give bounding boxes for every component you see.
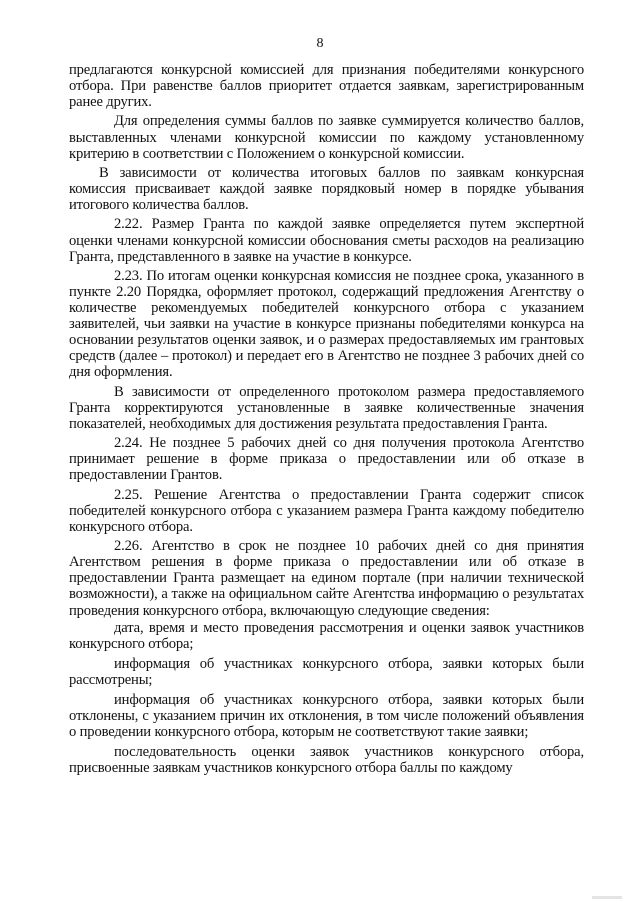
scan-artifact — [592, 896, 622, 899]
paragraph-2-23: 2.23. По итогам оценки конкурсная комиссия не позднее срока, указанного в пункте 2.20 Порядка, оформляет протокол, содержащий предложения Агентству о количестве рекомендуемых победителей конкурсного отбора с указанием заявителей, чьи заявки на участие в конкурсе признаны победителями конкурса на основании результатов оценки заявок, и о размерах предоставляемых им грантовых средств (далее – протокол) и передает его в Агентство не позднее 3 рабочих дней со дня оформления. — [69, 267, 584, 381]
list-item-evaluation-sequence: последовательность оценки заявок участников конкурсного отбора, присвоенные заявкам участников конкурсного отбора баллы по каждому — [69, 744, 584, 777]
paragraph-ranking: В зависимости от количества итоговых баллов по заявкам конкурсная комиссия присваивает каждой заявке порядковый номер в порядке убывания итогового количества баллов. — [69, 164, 584, 214]
paragraph-2-22: 2.22. Размер Гранта по каждой заявке определяется путем экспертной оценки членами конкурсной комиссии обоснования сметы расходов на реализацию Гранта, представленного в заявке на участие в конкурсе. — [69, 216, 584, 265]
paragraph-2-25: 2.25. Решение Агентства о предоставлении Гранта содержит список победителей конкурсного отбора с указанием размера Гранта каждому победителю конкурсного отбора. — [69, 486, 584, 535]
paragraph-grant-adjustment: В зависимости от определенного протоколом размера предоставляемого Гранта корректируются установленные в заявке количественные значения показателей, необходимых для достижения результата предоставления Гранта. — [69, 383, 584, 432]
document-body — [69, 62, 584, 780]
page-number: 8 — [316, 36, 324, 51]
paragraph-2-24: 2.24. Не позднее 5 рабочих дней со дня получения протокола Агентство принимает решение в форме приказа о предоставлении или об отказе в предоставлении Грантов. — [69, 435, 584, 484]
paragraph-continuation: предлагаются конкурсной комиссией для признания победителями конкурсного отбора. При равенстве баллов приоритет отдается заявкам, зарегистрированным ранее других. — [69, 62, 584, 111]
list-item-rejected-applications: информация об участниках конкурсного отбора, заявки которых были отклонены, с указанием причин их отклонения, в том числе положений объявления о проведении конкурсного отбора, которым не соответствуют такие заявки; — [69, 691, 584, 741]
paragraph-score-sum: Для определения суммы баллов по заявке суммируется количество баллов, выставленных членами конкурсной комиссии по каждому установленному критерию в соответствии с Положением о конкурсной комиссии. — [69, 113, 584, 162]
list-item-considered-applications: информация об участниках конкурсного отбора, заявки которых были рассмотрены; — [69, 655, 584, 688]
paragraph-2-26: 2.26. Агентство в срок не позднее 10 рабочих дней со дня принятия Агентством решения в форме приказа о предоставлении или об отказе в предоставлении Гранта размещает на едином портале (при наличии технической возможности), а также на официальном сайте Агентства информацию о результатах проведения конкурсного отбора, включающую следующие сведения: — [69, 538, 584, 619]
list-item-date-time-place: дата, время и место проведения рассмотрения и оценки заявок участников конкурсного отбора; — [69, 619, 584, 652]
